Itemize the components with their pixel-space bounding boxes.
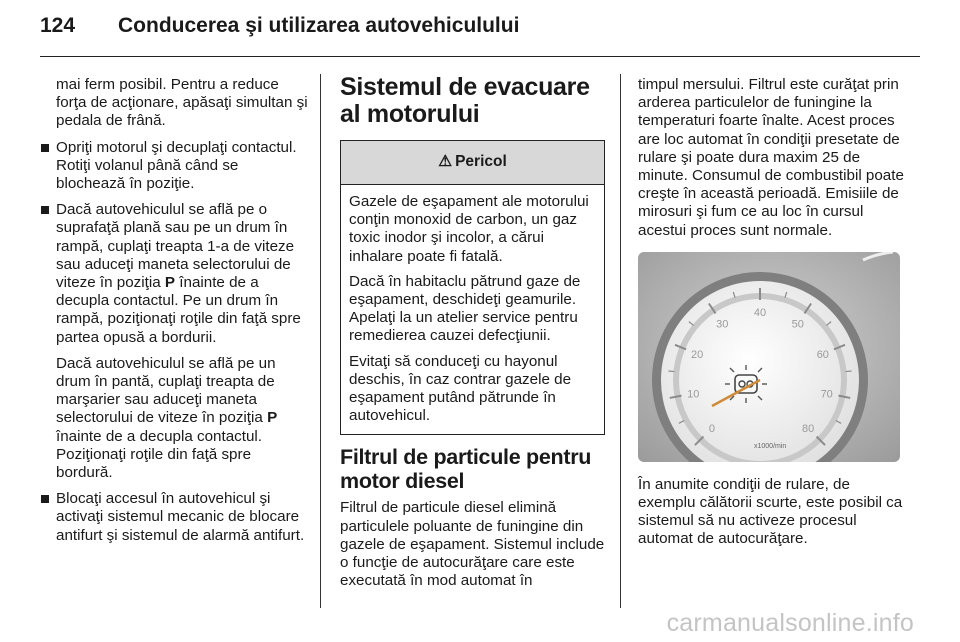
- warning-triangle-icon: ⚠: [438, 153, 453, 171]
- gauge-footer: x1000/min: [754, 442, 787, 450]
- bullet-square-icon: [41, 495, 49, 503]
- body-paragraph: timpul mersului. Filtrul este curăţat prin arderea particulelor de funingine la temperaturi foarte înalte. Acest proces are loc automat în condiţii presetate de rulare şi poate dura maxim 25 de minute. Consumul de combustibil poate creşte în această perioadă. Emisiile de mirosuri şi fum ce au loc în cursul acestui proces sunt normale.: [638, 76, 904, 239]
- list-item-text-start: Dacă autovehiculul se află pe o suprafaţă plană sau pe un drum în rampă, cuplaţi treapta 1-a de viteze sau aduceţi maneta selectorului de viteze în poziţia: [56, 201, 295, 292]
- bullet-square-icon: [41, 206, 49, 214]
- page-number: 124: [40, 14, 76, 37]
- slope-paragraph-end: înainte de a decupla contactul. Poziţionaţi roţile din faţă spre bordură.: [56, 427, 263, 482]
- watermark: carmanualsonline.info: [666, 609, 914, 637]
- list-item: [40, 490, 310, 545]
- list-item: [40, 201, 310, 347]
- list-item-text: Opriţi motorul şi decuplaţi contactul. Rotiţi volanul până când se blochează în poziţie.: [56, 138, 297, 193]
- column-3: [638, 76, 910, 557]
- chapter-title: Conducerea şi utilizarea autovehiculului: [118, 14, 520, 37]
- bullet-square-icon: [41, 144, 49, 152]
- list-item-text: Blocaţi accesul în autovehicul şi activaţi sistemul mecanic de blocare antifurt şi sistemul de alarmă antifurt.: [56, 490, 305, 544]
- subsection-heading: Filtrul de particule pentru motor diesel: [340, 445, 592, 494]
- gauge-tick-label: 30: [716, 318, 729, 331]
- column-2: [340, 74, 605, 598]
- list-item-text: [56, 201, 310, 347]
- gauge-tick-label: 20: [691, 348, 704, 361]
- gauge-tick-label: 0: [708, 422, 715, 435]
- column-divider-2: [620, 74, 621, 608]
- body-paragraph: În anumite condiţii de rulare, de exemplu călătorii scurte, este posibil ca sistemul să nu activeze procesul automat de autocurăţare.: [638, 475, 903, 548]
- list-item: [40, 139, 310, 194]
- section-heading: Sistemul de evacuare al motorului: [340, 73, 590, 128]
- intro-paragraph: mai ferm posibil. Pentru a reduce forţa de acţionare, apăsaţi simultan şi pedala de frână.: [56, 76, 308, 130]
- danger-header: [341, 141, 604, 185]
- danger-box: [340, 140, 605, 435]
- gauge-tick-label: 40: [753, 306, 767, 319]
- slope-paragraph-start: Dacă autovehiculul se află pe un drum în pantă, cuplaţi treapta de marşarier sau aduceţi maneta selectorului de viteze în poziţia: [56, 354, 276, 427]
- gauge-tick: [668, 371, 674, 372]
- gauge-tick-label: 50: [791, 318, 804, 331]
- gauge-tick: [846, 371, 852, 372]
- danger-body: [341, 185, 604, 434]
- gear-position-p: P: [267, 409, 278, 427]
- column-divider-1: [320, 74, 321, 608]
- danger-paragraph: Dacă în habitaclu pătrund gaze de eşapament, deschideţi geamurile. Apelaţi la un atelier service pentru remedierea cauzei defecţiunii.: [349, 272, 581, 345]
- gear-position-p: P: [164, 274, 176, 292]
- danger-paragraph: Evitaţi să conduceţi cu hayonul deschis, în caz contrar gazele de eşapament putând pătrunde în autovehicul.: [349, 352, 572, 425]
- column-1: [40, 76, 310, 553]
- gauge-tick-label: 80: [801, 422, 815, 435]
- danger-title: Pericol: [455, 153, 507, 171]
- danger-paragraph: Gazele de eşapament ale motorului conţin monoxid de carbon, un gaz toxic inodor şi incolor, a cărui inhalare poate fi fatală.: [349, 193, 589, 265]
- gauge-tick-label: 10: [687, 388, 700, 401]
- gauge-tick-label: 70: [820, 388, 833, 401]
- page-header: [40, 14, 519, 42]
- gauge-tick-label: 60: [816, 348, 829, 361]
- body-paragraph: Filtrul de particule diesel elimină particulele poluante de funingine din gazele de eşapament. Sistemul include o funcţie de autocurăţare care este executată în mod automat în: [340, 499, 605, 590]
- slope-paragraph: [40, 355, 310, 482]
- tachometer-illustration: [638, 252, 900, 462]
- list-item-text-end: înainte de a decupla contactul. Pe un drum în rampă, poziţionaţi roţile din faţă spre partea opusă a bordurii.: [56, 274, 301, 346]
- header-rule: [40, 56, 920, 57]
